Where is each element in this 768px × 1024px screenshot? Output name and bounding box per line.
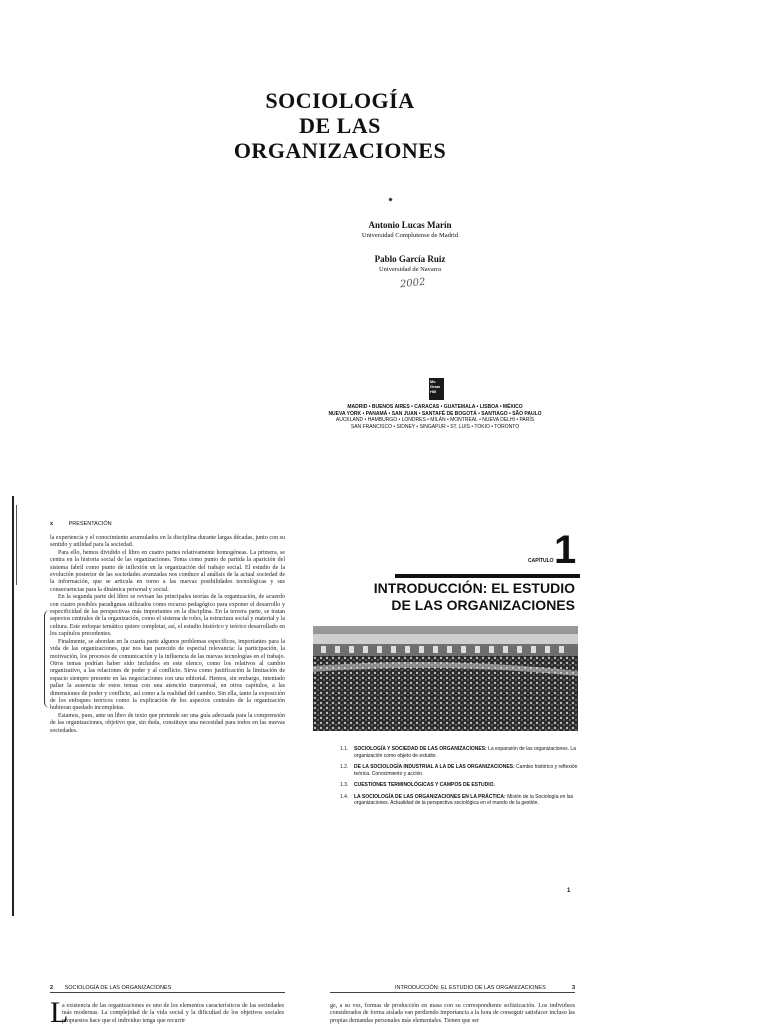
header-rule: [330, 992, 575, 993]
running-head: PRESENTACIÓN: [68, 521, 112, 527]
toc-text: [354, 794, 578, 807]
chapter-label: CAPÍTULO: [528, 558, 554, 564]
toc-number: 1.2.: [340, 764, 349, 770]
toc-detail: Cambio histórico y reflexión teórica. Conocimiento y acción.: [354, 764, 578, 777]
toc-number: 1.3.: [340, 782, 349, 788]
paragraph: Para ello, hemos dividido el libro en cuatro partes relativamente homogéneas. La primera, se centra en la historia social de las organizaciones. Toma como punto de partida la aparición del sistema fabril como punto de inflexión en la organización del trabajo social. El estudio de la evolución posterior de las sociedades avanzadas nos conduce al análisis de la actual sociedad de la información, que se articula en torno a las nuevas posibilidades tecnológicas y sus consecuencias para la dinámica personal y social.: [50, 549, 285, 593]
toc-item: [340, 794, 578, 807]
toc-item: [340, 782, 578, 789]
page-number: 2: [50, 985, 54, 991]
book-title: [140, 88, 540, 163]
page-header: [50, 521, 112, 527]
cities-line: NUEVA YORK • PANAMÁ • SAN JUAN • SANTAFÉ DE BOGOTÁ • SANTIAGO • SÃO PAULO: [328, 410, 542, 417]
title-line: SOCIOLOGÍA: [265, 88, 415, 113]
chapter-contents: [340, 746, 578, 812]
publisher-logo-icon: [429, 378, 444, 400]
chapter-title-line: DE LAS ORGANIZACIONES: [391, 597, 575, 613]
title-line: DE LAS: [299, 113, 381, 138]
logo-line: Hill: [430, 389, 437, 394]
logo-line: Graw: [430, 384, 441, 389]
logo-line: Mc: [430, 379, 436, 384]
presentation-body: [50, 535, 285, 735]
body-text: a existencia de las organizaciones es uno de los elementos característicos de las sociedades más modernas. La complejidad de la vida social y la dificultad de los objetivos sociales propuestos hace que el individuo tenga que recurrir: [62, 1003, 284, 1024]
toc-item: [340, 764, 578, 777]
toc-text: [354, 746, 578, 759]
page-header: [395, 985, 575, 991]
page-number: x: [50, 521, 54, 527]
author-1: [290, 220, 530, 240]
scan-margin-bar: [12, 496, 14, 916]
factory-crowd-photo: [313, 626, 578, 731]
handwritten-note: 2002: [399, 276, 426, 291]
cities-line: SAN FRANCISCO • SIDNEY • SINGAPUR • ST. LUIS • TOKIO • TORONTO: [350, 423, 520, 430]
scan-margin-bar: [16, 505, 17, 585]
drop-cap: L: [50, 996, 69, 1024]
publisher-cities: [300, 404, 570, 430]
cities-line: MADRID • BUENOS AIRES • CARACAS • GUATEMALA • LISBOA • MÉXICO: [347, 404, 523, 410]
chapter-title-line: INTRODUCCIÓN: EL ESTUDIO: [373, 580, 575, 596]
chapter-number: 1: [554, 528, 577, 572]
author-name: Antonio Lucas Marín: [368, 220, 452, 230]
author-2: [290, 254, 530, 274]
toc-text: [354, 782, 578, 789]
author-affiliation: Universidad de Navarra: [378, 266, 442, 273]
page-header: [50, 985, 171, 991]
toc-title: CUESTIONES TERMINOLÓGICAS Y CAMPOS DE ESTUDIO.: [354, 782, 495, 788]
body-text: ge, a su vez, formas de producción en masa con su correspondiente sofisticación. Los individuos considerados de forma aislada van perdiendo importancia a la hora de conseguir satisfacer incluso las propias demandas personales más elementales. Tienen que ser: [330, 1003, 575, 1024]
running-head: SOCIOLOGÍA DE LAS ORGANIZACIONES: [64, 985, 172, 991]
toc-text: [354, 764, 578, 777]
paragraph: En la segunda parte del libro se revisan las principales teorías de la organización, de acuerdo con cuatro posibles paradigmas utilizados como recurso pedagógico para exponer el desarrollo y especificidad de las perspectivas más importantes en la disciplina. En la tercera parte, se tratan aspectos centrales de la organización, como el sistema de roles, la estructura social y material y la cultura. Este enfoque temático quiere completar, así, el estudio histórico y teórico desarrollado en los capítulos precedentes.: [50, 594, 285, 638]
toc-number: 1.1.: [340, 746, 349, 752]
toc-number: 1.4.: [340, 793, 349, 800]
paragraph: Estamos, pues, ante un libro de texto que pretende ser una guía adecuada para la comprensión de las organizaciones, objetivo que, sin duda, constituye una necesidad para todos en las nuevas sociedades.: [50, 712, 285, 734]
paragraph: Finalmente, se abordan en la cuarta parte algunos problemas específicos, importantes para la vida de las organizaciones, que nos han parecido de especial relevancia: la participación, la motivación, los procesos de comunicación y la influencia de las nuevas tecnologías en el trabajo. Otros temas podrían haber sido incluidos en este elenco, como los relativos al cambio organizativo, a las relaciones de poder y al conflicto. Sirva como justificación la limitación de espacio siempre presente en las negociaciones con una editorial. Hemos, sin embargo, intentado paliar la ausencia de estos temas con una atención transversal, en otros capítulos, a las dimensiones de poder y conflicto, así como a la realidad del cambio. Sin ella, tanto la exposición de los enfoques teóricos como la explicación de los aspectos centrales de la organización hubieran quedado incompletas.: [50, 638, 285, 712]
cities-line: AUCKLAND • HAMBURGO • LONDRES • MILÁN • MONTREAL • NUEVA DELHI • PARÍS: [335, 417, 535, 423]
author-affiliation: Universidad Complutense de Madrid: [361, 232, 459, 239]
paragraph: la experiencia y el conocimiento acumulados en la disciplina durante largas décadas, junto con su sentido y utilidad para la sociedad.: [50, 535, 285, 549]
toc-title: DE LA SOCIOLOGÍA INDUSTRIAL A LA DE LAS ORGANIZACIONES:: [354, 764, 515, 770]
chapter-photo: [313, 626, 578, 731]
title-line: ORGANIZACIONES: [233, 138, 447, 163]
header-rule: [50, 992, 285, 993]
chapter-title: [340, 580, 575, 614]
toc-title: LA SOCIOLOGÍA DE LAS ORGANIZACIONES EN LA PRÁCTICA:: [354, 793, 506, 800]
page-number: 3: [571, 985, 575, 991]
running-head: INTRODUCCIÓN: EL ESTUDIO DE LAS ORGANIZACIONES: [395, 985, 546, 991]
toc-item: [340, 746, 578, 759]
toc-title: SOCIOLOGÍA Y SOCIEDAD DE LAS ORGANIZACIONES:: [354, 746, 487, 752]
ink-mark: [388, 197, 392, 201]
author-name: Pablo García Ruiz: [374, 254, 446, 264]
toc-detail: Misión de la Sociología en las organizaciones. Actualidad de la perspectiva sociológica en el mundo de la gestión.: [354, 793, 574, 806]
page-number: 1: [567, 888, 571, 894]
chapter-rule: [395, 574, 580, 578]
toc-detail: La expansión de las organizaciones. La organización como objeto de estudio.: [354, 746, 576, 759]
